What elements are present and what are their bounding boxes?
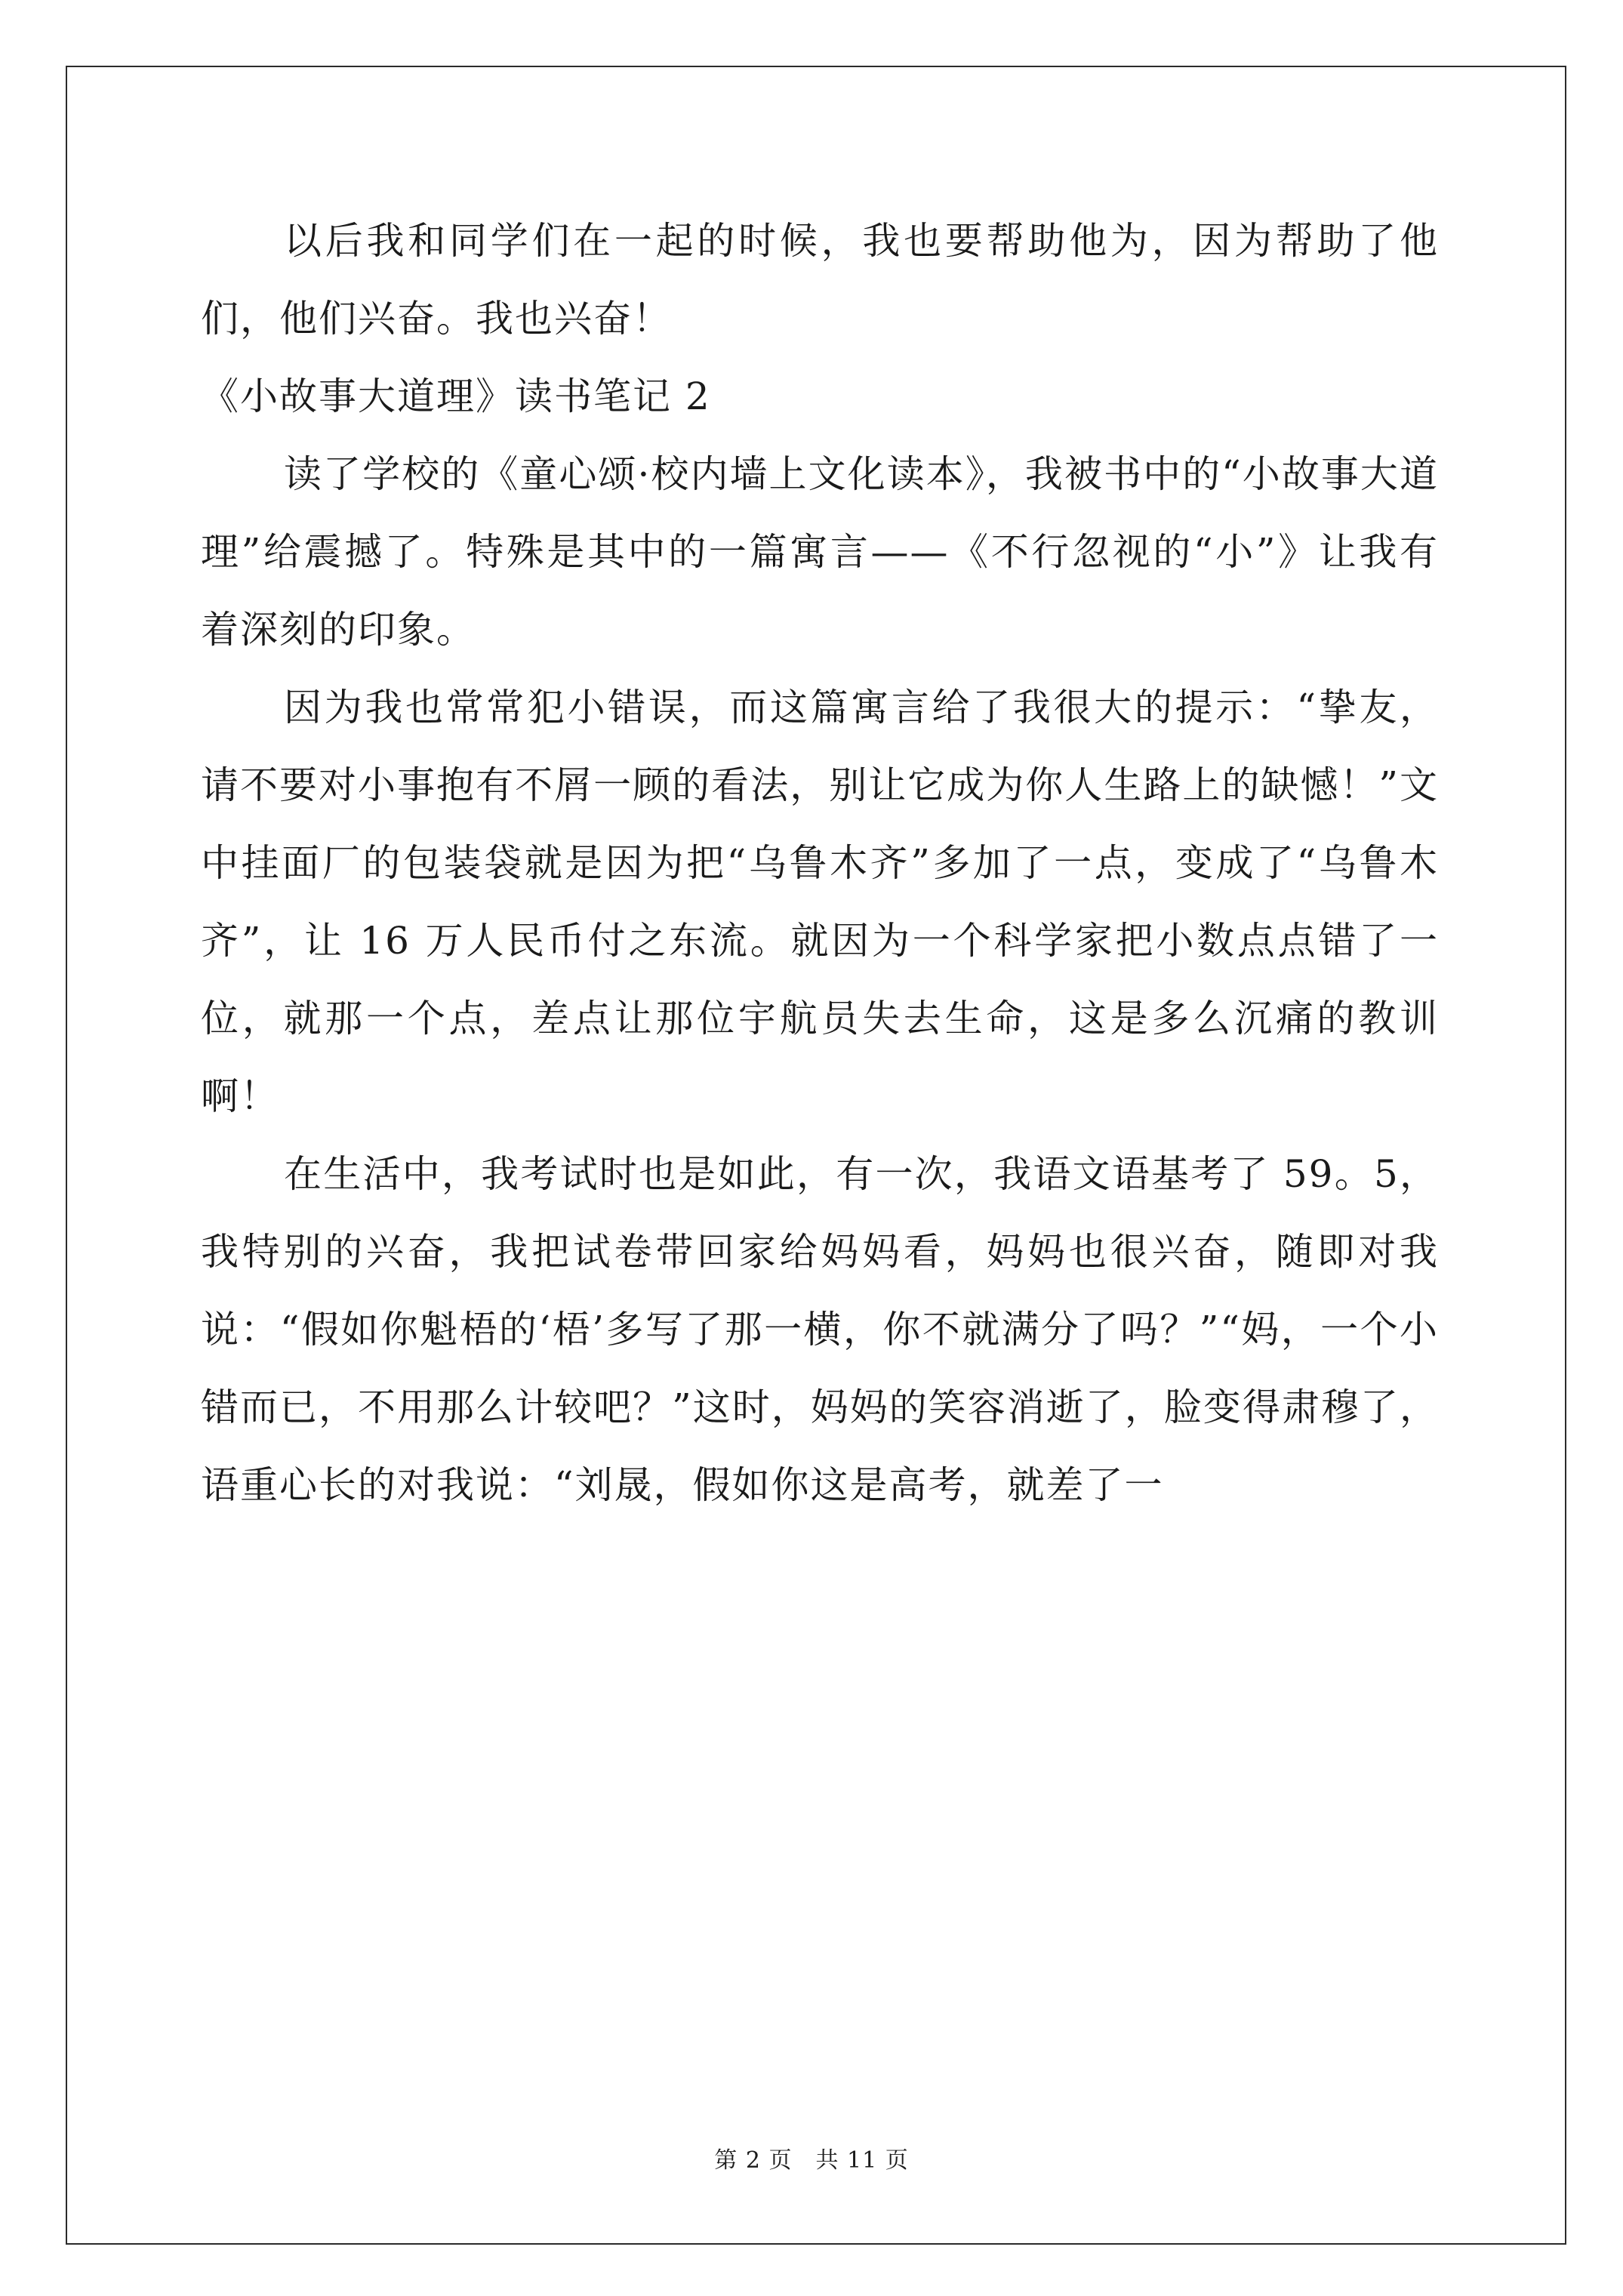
paragraph: 以后我和同学们在一起的时候，我也要帮助他为，因为帮助了他们，他们兴奋。我也兴奋！ — [201, 219, 1439, 341]
section-heading: 《小故事大道理》读书笔记 2 — [201, 374, 711, 418]
paragraph: 因为我也常常犯小错误，而这篇寓言给了我很大的提示：“挚友，请不要对小事抱有不屑一顾的看法，别让它成为你人生路上的缺憾！”文中挂面厂的包装袋就是因为把“乌鲁木齐”多加了一点，变成了“乌鲁木齐”，让 16 万人民币付之东流。就因为一个科学家把小数点点错了一位，就那一个点，差点让那位宇航员失去生命，这是多么沉痛的教训啊！ — [201, 686, 1439, 1118]
paragraph: 读了学校的《童心颂·校内墙上文化读本》，我被书中的“小故事大道理”给震撼了。特殊是其中的一篇寓言——《不行忽视的“小”》让我有着深刻的印象。 — [201, 452, 1439, 652]
paragraph: 在生活中，我考试时也是如此，有一次，我语文语基考了 59。5，我特别的兴奋，我把试卷带回家给妈妈看，妈妈也很兴奋，随即对我说：“假如你魁梧的‘梧’多写了那一横，你不就满分了吗？”“妈，一个小错而已，不用那么计较吧？”这时，妈妈的笑容消逝了，脸变得肃穆了，语重心长的对我说：“刘晟，假如你这是高考，就差了一 — [201, 1152, 1439, 1507]
document-body — [201, 202, 1439, 1524]
page-number-footer: 第 2 页 共 11 页 — [714, 2147, 909, 2174]
